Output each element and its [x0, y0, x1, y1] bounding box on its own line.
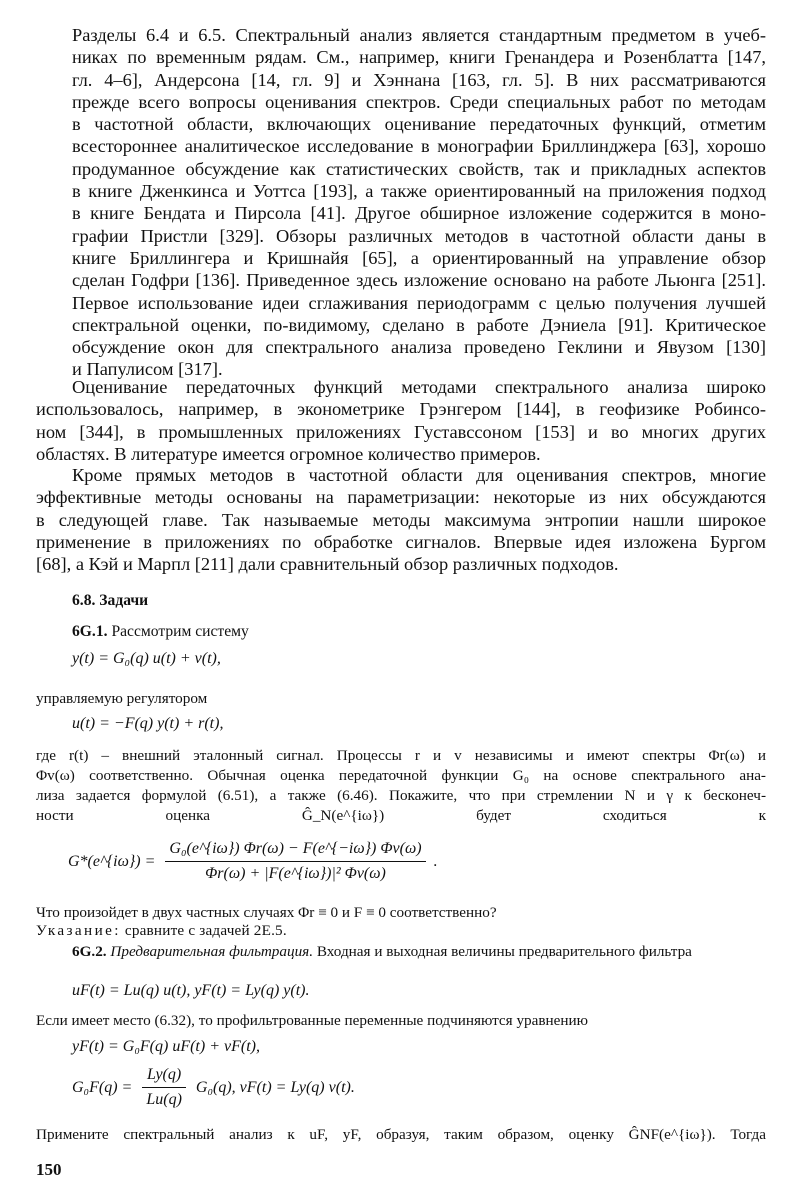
text-line: применение в приложениях по обработке сигналов. Впервые идея изложена Бургом — [36, 531, 766, 552]
problem-6g1-hint — [36, 922, 287, 940]
text-line: графии Пристли [329]. Обзоры различных методов в частотной области даны в — [72, 225, 766, 246]
condition-text: Если имеет место (6.32), то профильтрованные переменные подчиняются уравнению — [36, 1012, 589, 1029]
text-line: Φv(ω) соответственно. Обычная оценка передаточной функции G₀ на основе спектрального ана- — [36, 767, 766, 784]
g0f-lhs: G₀F(q) = — [72, 1078, 133, 1096]
page-number: 150 — [36, 1160, 62, 1179]
text-line: гл. 4–6], Андерсона [14, гл. 9] и Хэннана [163, гл. 5]. В них рассматриваются — [72, 69, 766, 90]
text-line: использовалось, например, в эконометрике Грэнгером [144], в геофизике Робинсо- — [36, 399, 766, 420]
hint-label: Указание: — [36, 922, 121, 939]
problem-6g1-description — [36, 746, 766, 826]
equation-limit-estimate — [68, 840, 438, 883]
text-line: ности оценка Ĝ_N(e^{iω}) будет сходиться к — [36, 807, 766, 824]
g0f-rest: G₀(q), vF(t) = Ly(q) v(t). — [195, 1078, 355, 1096]
problem-6g2-intro — [72, 942, 766, 962]
regulator-text: управляемую регулятором — [36, 690, 208, 707]
text-line: в книге Дженкинса и Уоттса [193], а также ориентированный на приложения подход — [72, 181, 766, 202]
g0f-fraction — [142, 1066, 186, 1109]
text-line: в частотной области, включающих оценивание передаточных функций, отметим — [72, 114, 766, 135]
text-line: областях. В литературе имеется огромное количество примеров. — [36, 443, 541, 464]
hint-text: сравните с задачей 2E.5. — [124, 922, 287, 939]
limit-denominator: Φr(ω) + |F(e^{iω})|² Φv(ω) — [205, 865, 386, 882]
equation-filtered: yF(t) = G₀F(q) uF(t) + vF(t), — [72, 1038, 260, 1055]
limit-numerator: G₀(e^{iω}) Φr(ω) − F(e^{−iω}) Φv(ω) — [169, 840, 422, 857]
text-line: в книге Бендата и Пирсола [41]. Другое обширное изложение содержится в моно- — [72, 203, 766, 224]
limit-fraction — [165, 840, 425, 883]
text-line: Разделы 6.4 и 6.5. Спектральный анализ является стандартным предметом в учеб- — [72, 25, 766, 45]
text-line: в следующей главе. Так называемые методы максимума энтропии нашли широкое — [36, 509, 766, 530]
text-line: никах по временным рядам. См., например, книги Гренандера и Розенблатта [147, — [72, 47, 766, 68]
text-line: Кроме прямых методов в частотной области для оценивания спектров, многие — [72, 465, 766, 485]
problem-label: 6G.1. — [72, 623, 108, 640]
text-line: [68], а Кэй и Марпл [211] дали сравнительный обзор различных подходов. — [36, 554, 619, 575]
text-line: спектральной оценки, по-видимому, сделано в работе Дэниела [91]. Критическое — [72, 314, 766, 335]
problem-intro: Рассмотрим систему — [111, 623, 249, 640]
text-line: прежде всего вопросы оценивания спектров. Среди специальных работ по методам — [72, 91, 766, 112]
paragraph-sections-6-4-6-5 — [36, 24, 766, 381]
equation-system: y(t) = G₀(q) u(t) + v(t), — [72, 650, 221, 667]
problem-6g1-question: Что произойдет в двух частных случаях Φr ≡ 0 и F ≡ 0 соответственно? — [36, 904, 497, 921]
section-title: 6.8. Задачи — [72, 592, 149, 609]
text-line: сделан Годфри [136]. Приведенное здесь изложение основано на работе Льюнга [251]. — [72, 270, 766, 291]
limit-lhs: G*(e^{iω}) = — [68, 852, 156, 870]
text-line: где r(t) – внешний эталонный сигнал. Процессы r и v независимы и имеют спектры Φr(ω) и — [36, 747, 766, 764]
problem-intro: Входная и выходная величины предварительного фильтра — [316, 943, 692, 960]
problem-6g1-intro — [72, 623, 249, 641]
equation-filter: uF(t) = Lu(q) u(t), yF(t) = Ly(q) y(t). — [72, 982, 310, 999]
equation-regulator: u(t) = −F(q) y(t) + r(t), — [72, 715, 224, 732]
text-line: Оценивание передаточных функций методами спектрального анализа широко — [72, 377, 766, 397]
text-line: лиза задается формулой (6.51), а также (6.46). Покажите, что при стремлении N и γ к бесконеч- — [36, 787, 766, 804]
problem-6g2-last-line: Примените спектральный анализ к uF, yF, образуя, таким образом, оценку ĜNF(e^{iω}). Тогда — [36, 1126, 766, 1143]
paragraph-parametric-methods — [36, 464, 766, 575]
text-line: ном [344], в промышленных приложениях Густавссоном [153] и во многих других — [36, 421, 766, 442]
text-line: обсуждение окон для спектрального анализа проведено Геклини и Явузом [130] — [72, 337, 766, 358]
problem-label: 6G.2. — [72, 943, 107, 960]
g0f-numerator: Ly(q) — [147, 1066, 182, 1083]
g0f-denominator: Lu(q) — [146, 1091, 182, 1108]
text-line: Первое использование идеи сглаживания периодограмм с целью получения лучшей — [72, 292, 766, 313]
problem-title: Предварительная фильтрация. — [110, 943, 314, 960]
text-line: всестороннее аналитическое исследование в монографии Бриллинджера [63], хорошо — [72, 136, 766, 157]
paragraph-transfer-estimation — [36, 376, 766, 465]
period: . — [433, 852, 438, 870]
equation-g0f — [72, 1066, 355, 1109]
text-line: книге Бриллингера и Кришнайя [65], а ориентированный на управление обзор — [72, 247, 766, 268]
text-line: продуманное обсуждение как статистических свойств, так и прикладных аспектов — [72, 158, 766, 179]
text-line: эффективные методы основаны на параметризации: некоторые из них обсуждаются — [36, 487, 766, 508]
text-line: и Папулисом [317]. — [72, 359, 223, 380]
